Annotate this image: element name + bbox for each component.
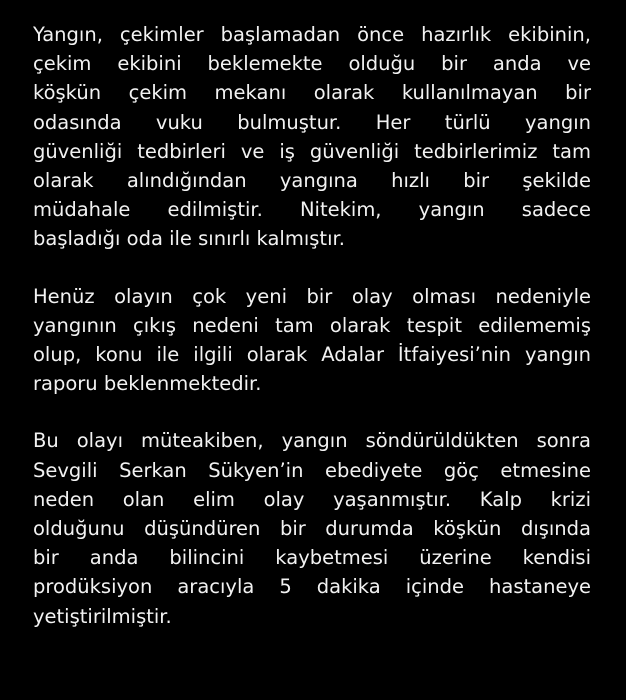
text-line: neden olan elim olay yaşanmıştır. Kalp krizi <box>33 487 591 511</box>
text-line: müdahale edilmiştir. Nitekim, yangın sadece <box>33 198 591 222</box>
text-line: prodüksiyon aracıyla 5 dakika içinde hastaneye <box>33 575 591 599</box>
text-line: olup, konu ile ilgili olarak Adalar İtfaiyesi’nin yangın <box>33 343 591 367</box>
text-line: odasında vuku bulmuştur. Her türlü yangın <box>33 110 591 134</box>
text-line: Bu olayı müteakiben, yangın söndürüldükten sonra <box>33 429 591 453</box>
statement-text <box>33 20 591 659</box>
text-line: yangının çıkış nedeni tam olarak tespit edilememiş <box>33 313 591 337</box>
text-line: bir anda bilincini kaybetmesi üzerine kendisi <box>33 546 591 570</box>
text-line: olduğunu düşündüren bir durumda köşkün dışında <box>33 517 591 541</box>
text-line: Henüz olayın çok yeni bir olay olması nedeniyle <box>33 284 591 308</box>
text-line: olarak alındığından yangına hızlı bir şekilde <box>33 169 591 193</box>
text-line: yetiştirilmiştir. <box>33 604 172 628</box>
text-line: raporu beklenmektedir. <box>33 372 262 396</box>
paragraph-fire-cause <box>33 282 591 399</box>
text-line: güvenliği tedbirleri ve iş güvenliği tedbirlerimiz tam <box>33 139 591 163</box>
text-line: Yangın, çekimler başlamadan önce hazırlık ekibinin, <box>33 23 591 46</box>
text-line: başladığı oda ile sınırlı kalmıştır. <box>33 227 345 251</box>
paragraph-fire-incident <box>33 20 591 254</box>
text-line: köşkün çekim mekanı olarak kullanılmayan bir <box>33 81 591 105</box>
paragraph-aftermath <box>33 426 591 630</box>
text-line: Sevgili Serkan Sükyen’in ebediyete göç etmesine <box>33 458 591 482</box>
text-line: çekim ekibini beklemekte olduğu bir anda ve <box>33 52 591 76</box>
